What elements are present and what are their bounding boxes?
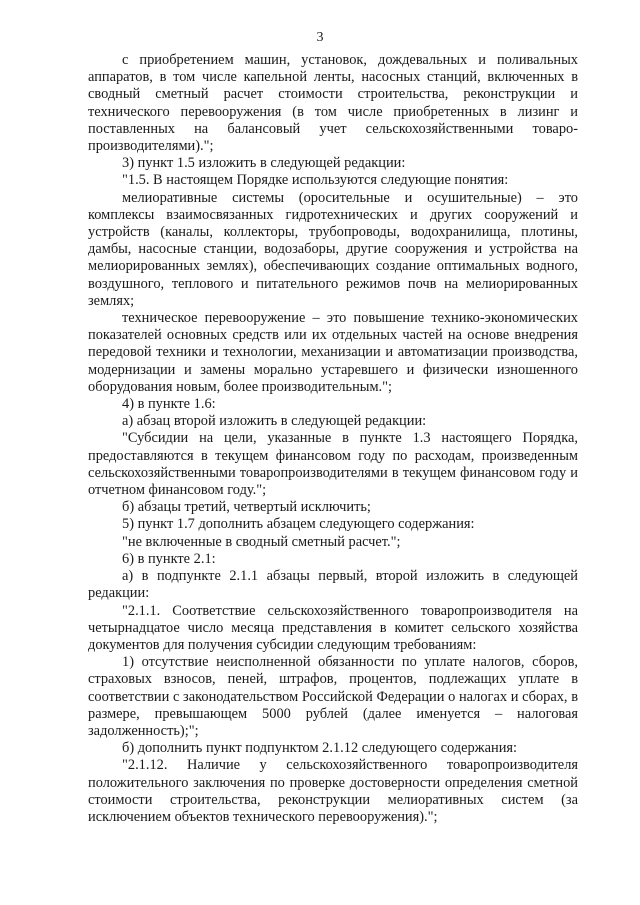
paragraph-definition-reclamation-systems: мелиоративные системы (оросительные и осушительные) – это комплексы взаимосвязанных гидротехнических и других сооружений и устройств (каналы, коллекторы, трубопроводы, водохранилища, плотины, дамбы, насосные станции, водозаборы, другие сооружения и устройства на мелиорированных землях), обеспечивающих создание оптимальных водного, воздушного, теплового и питательного режимов почв на мелиорированных землях; <box>88 189 578 309</box>
paragraph-definitions-intro: "1.5. В настоящем Порядке используются следующие понятия: <box>122 172 509 189</box>
paragraph-item-6a: а) в подпункте 2.1.1 абзацы первый, второй изложить в следующей редакции: <box>88 568 578 602</box>
paragraph-requirement-1: 1) отсутствие неисполненной обязанности по уплате налогов, сборов, страховых взносов, пеней, штрафов, процентов, подлежащих уплате в соответствии с законодательством Российской Федерации о налогах и сборах, в размере, превышающем 5000 рублей (далее именуется – налоговая задолженность);"; <box>88 654 578 739</box>
paragraph-item-3: 3) пункт 1.5 изложить в следующей редакции: <box>122 155 406 172</box>
document-body <box>88 52 578 826</box>
paragraph-subsidies-text: "Субсидии на цели, указанные в пункте 1.3 настоящего Порядка, предоставляются в текущем финансовом году по расходам, произведенным сельскохозяйственными товаропроизводителями в текущем финансовом году и отчетном финансовом году."; <box>88 430 578 499</box>
paragraph-item-4: 4) в пункте 1.6: <box>122 396 216 413</box>
paragraph-definition-technical-reequipment: техническое перевооружение – это повышение технико-экономических показателей основных средств или их отдельных частей на основе внедрения передовой техники и технологии, механизации и автоматизации производства, модернизации и замены морально устаревшего и физически изношенного оборудования новым, более производительным."; <box>88 310 578 395</box>
paragraph-item-4b: б) абзацы третий, четвертый исключить; <box>122 499 371 516</box>
paragraph-item-6b: б) дополнить пункт подпунктом 2.1.12 следующего содержания: <box>122 740 518 757</box>
paragraph-item-4a: а) абзац второй изложить в следующей редакции: <box>122 413 427 430</box>
paragraph-item-5-text: "не включенные в сводный сметный расчет."; <box>122 533 401 550</box>
paragraph-item-5: 5) пункт 1.7 дополнить абзацем следующего содержания: <box>122 516 475 533</box>
paragraph-acquisition-continuation: с приобретением машин, установок, дождевальных и поливальных аппаратов, в том числе капельной ленты, насосных станций, включенных в сводный сметный расчет стоимости строительства, реконструкции и технического перевооружения (в том числе приобретенных в лизинг и поставленных на балансовый учет сельскохозяйственными товаро-производителями)."; <box>88 52 578 155</box>
paragraph-2-1-12: "2.1.12. Наличие у сельскохозяйственного товаропроизводителя положительного заключения по проверке достоверности определения сметной стоимости строительства, реконструкции мелиоративных систем (за исключением объектов технического перевооружения)."; <box>88 757 578 825</box>
paragraph-2-1-1: "2.1.1. Соответствие сельскохозяйственного товаропроизводителя на четырнадцатое число месяца представления в комитет сельского хозяйства документов для получения субсидии следующим требованиям: <box>88 602 578 653</box>
page-number: 3 <box>316 30 324 45</box>
paragraph-item-6: 6) в пункте 2.1: <box>122 550 216 567</box>
